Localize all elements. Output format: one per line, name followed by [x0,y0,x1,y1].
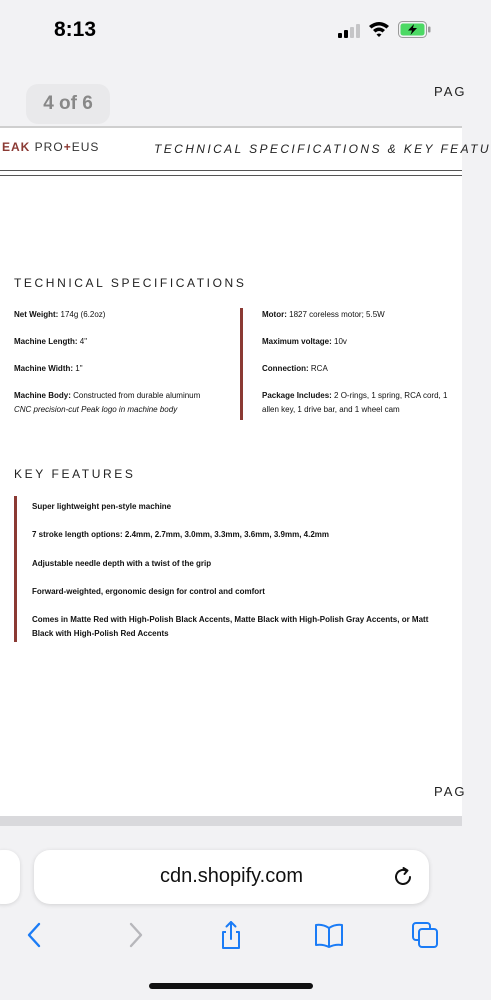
spec-machine-body: Machine Body: Constructed from durable aluminum CNC precision-cut Peak logo in machine body [14,391,201,414]
tech-specs-heading: TECHNICAL SPECIFICATIONS [14,276,247,290]
header-divider [0,170,462,171]
page-counter: 4 of 6 [26,84,110,124]
back-icon[interactable] [20,920,50,950]
specs-divider-accent [240,308,243,420]
page-header-title: TECHNICAL SPECIFICATIONS & KEY FEATU [154,142,491,156]
page-separator [0,816,462,826]
next-page-header-fragment: PAG [434,784,467,799]
spec-motor: Motor: 1827 coreless motor; 5.5W [262,310,385,319]
feature-item: 7 stroke length options: 2.4mm, 2.7mm, 3.0mm, 3.3mm, 3.6mm, 3.9mm, 4.2mm [32,530,329,539]
spec-max-voltage: Maximum voltage: 10v [262,337,347,346]
spec-machine-width: Machine Width: 1" [14,364,83,373]
status-bar [0,0,462,58]
features-accent-bar [14,496,17,642]
previous-page-header-fragment: PAG [434,84,467,99]
spec-net-weight: Net Weight: 174g (6.2oz) [14,310,106,319]
address-bar-area [0,826,462,926]
tabs-icon[interactable] [410,920,440,950]
bookmarks-icon[interactable] [314,920,344,950]
spec-connection: Connection: RCA [262,364,328,373]
feature-item: Adjustable needle depth with a twist of the grip [32,559,212,568]
feature-item-continued: Black with High-Polish Red Accents [32,629,169,638]
previous-tab-preview[interactable] [0,850,20,904]
forward-icon[interactable] [120,920,150,950]
reload-icon[interactable] [391,865,415,889]
url-text[interactable]: cdn.shopify.com [159,865,304,887]
key-features-heading: KEY FEATURES [14,467,136,481]
home-indicator [149,983,313,989]
header-divider-2 [0,175,462,176]
spec-package-includes: Package Includes: 2 O-rings, 1 spring, RCA cord, 1 allen key, 1 drive bar, and 1 wheel cam [262,391,448,414]
brand-logo-cross: + [63,140,72,154]
brand-logo [2,140,99,154]
brand-logo-accent: EAK [2,140,31,154]
feature-item: Forward-weighted, ergonomic design for control and comfort [32,587,265,596]
brand-logo-text-end: EUS [71,140,100,154]
address-bar[interactable] [34,850,429,904]
brand-logo-text: PRO [30,140,64,154]
status-time: 8:13 [54,18,97,41]
share-icon[interactable] [216,920,246,950]
wifi-icon [368,20,390,38]
spec-machine-length: Machine Length: 4" [14,337,88,346]
feature-item: Super lightweight pen-style machine [32,502,172,511]
pdf-page [0,126,491,816]
feature-item: Comes in Matte Red with High-Polish Black Accents, Matte Black with High-Polish Gray Accents, or Matt [32,615,429,624]
cellular-signal-icon [338,24,364,38]
battery-charging-icon [398,21,431,38]
browser-toolbar [0,912,462,1000]
